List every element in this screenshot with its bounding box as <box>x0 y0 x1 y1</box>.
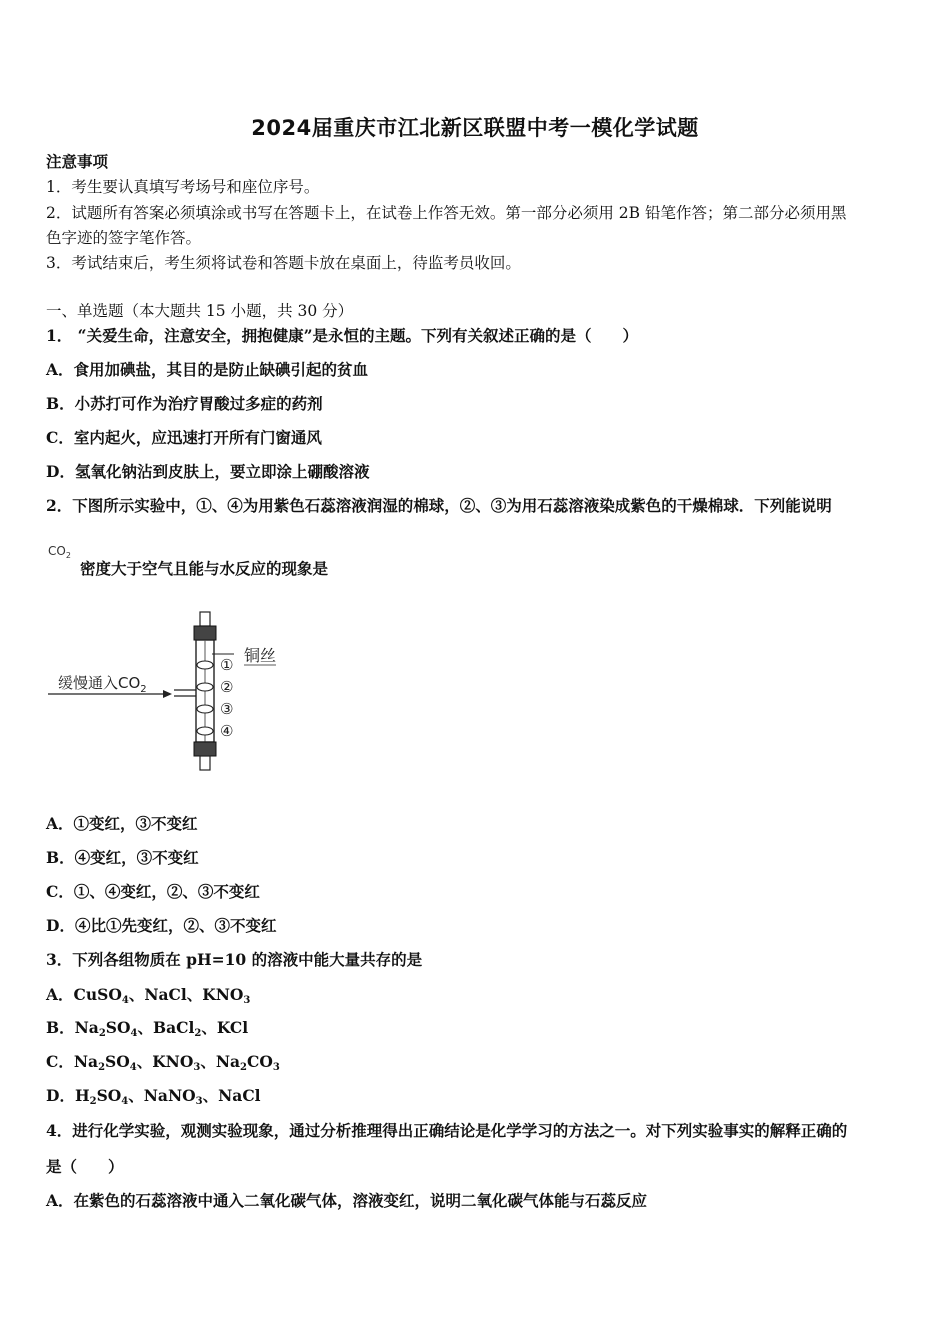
question-2-option-b: B．④变红，③不变红 <box>46 848 199 867</box>
question-2-option-c: C．①、④变红，②、③不变红 <box>46 882 260 901</box>
question-2-option-a: A．①变红，③不变红 <box>46 814 198 833</box>
notice-heading: 注意事项 <box>46 152 109 171</box>
question-2-stem: 2．下图所示实验中，①、④为用紫色石蕊溶液润湿的棉球，②、③为用石蕊溶液染成紫色的干燥棉球．下列能说明 <box>46 496 832 515</box>
notice-item: 3．考试结束后，考生须将试卷和答题卡放在桌面上，待监考员收回。 <box>46 254 521 272</box>
cotton-ball-4 <box>197 727 213 735</box>
question-4-stem-continued: 是（ ） <box>46 1157 124 1176</box>
top-stopper <box>194 626 216 640</box>
ball-label-3: ③ <box>220 700 234 718</box>
ball-label-1: ① <box>220 656 234 674</box>
top-tube-stub <box>200 612 210 626</box>
ball-label-2: ② <box>220 678 234 696</box>
question-1-option-c: C．室内起火，应迅速打开所有门窗通风 <box>46 428 322 447</box>
question-1-option-a: A．食用加碘盐，其目的是防止缺碘引起的贫血 <box>46 360 369 379</box>
cotton-ball-3 <box>197 705 213 713</box>
co2-formula: $CO_2$ <box>48 544 71 560</box>
question-3-option-b: B．$Na_2SO_4$、BaCl$_2$、KCl <box>46 1018 249 1039</box>
inlet-label: 缓慢通入$CO_2$ <box>58 674 147 695</box>
bottom-tube-stub <box>200 756 210 770</box>
question-3-option-d: D．$H_2SO_4$、NaNO$_3$、NaCl <box>46 1086 261 1107</box>
notice-item: 色字迹的签字笔作答。 <box>46 229 202 247</box>
section-heading: 一、单选题（本大题共 15 小题，共 30 分） <box>46 302 354 320</box>
wire-label: 铜丝 <box>244 646 277 665</box>
bottom-stopper <box>194 742 216 756</box>
question-3-option-c: C．$Na_2SO_4$、$KNO_3$、$Na_2CO_3$ <box>46 1052 280 1073</box>
question-3-stem: 3．下列各组物质在 pH=10 的溶液中能大量共存的是 <box>46 950 423 969</box>
arrow-head-icon <box>163 690 172 698</box>
question-1-option-d: D．氢氧化钠沾到皮肤上，要立即涂上硼酸溶液 <box>46 462 370 481</box>
ball-label-4: ④ <box>220 722 234 740</box>
question-1-option-b: B．小苏打可作为治疗胃酸过多症的药剂 <box>46 394 323 413</box>
question-3-option-a: A．CuSO$_4$、NaCl、$KNO_3$ <box>46 985 251 1006</box>
notice-item: 1．考生要认真填写考场号和座位序号。 <box>46 178 320 196</box>
question-2-stem-continued: 密度大于空气且能与水反应的现象是 <box>80 559 329 578</box>
question-1-stem: 1． “关爱生命，注意安全，拥抱健康”是永恒的主题。下列有关叙述正确的是（ ） <box>46 326 639 345</box>
question-2-option-d: D．④比①先变红，②、③不变红 <box>46 916 277 935</box>
notice-item: 2．试题所有答案必须填涂或书写在答题卡上，在试卷上作答无效。第一部分必须用 2B 铅笔作答；第二部分必须用黑 <box>46 204 847 222</box>
cotton-ball-1 <box>197 661 213 669</box>
experiment-figure <box>44 606 294 776</box>
question-4-option-a: A．在紫色的石蕊溶液中通入二氧化碳气体，溶液变红，说明二氧化碳气体能与石蕊反应 <box>46 1191 648 1210</box>
apparatus-diagram <box>44 606 294 776</box>
exam-title: 2024届重庆市江北新区联盟中考一模化学试题 <box>251 116 699 140</box>
question-4-stem: 4．进行化学实验，观测实验现象，通过分析推理得出正确结论是化学学习的方法之一。对下列实验事实的解释正确的 <box>46 1121 848 1140</box>
cotton-ball-2 <box>197 683 213 691</box>
